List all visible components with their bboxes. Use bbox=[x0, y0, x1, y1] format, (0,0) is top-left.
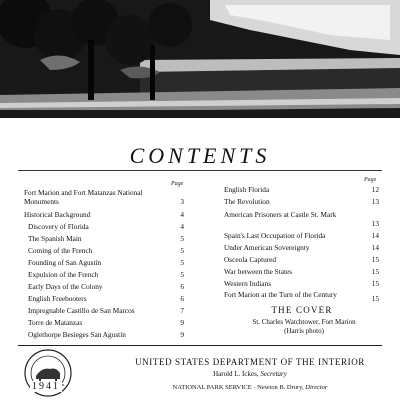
toc-entry[interactable]: Under American Sovereignty 14 bbox=[224, 243, 379, 252]
service-line: NATIONAL PARK SERVICE · Newton B. Drury, Director bbox=[172, 384, 328, 391]
toc-entry[interactable]: Fort Marion at the Turn of the Century 15 bbox=[224, 290, 379, 303]
cover-caption-block bbox=[215, 318, 393, 335]
toc-entry[interactable]: Osceola Captured 15 bbox=[224, 255, 379, 264]
toc-entry[interactable]: Early Days of the Colony 6 bbox=[28, 282, 184, 291]
page-header-right: Page bbox=[364, 177, 377, 183]
toc-entry[interactable]: Spain's Last Occupation of Florida 14 bbox=[224, 231, 379, 240]
title-divider bbox=[18, 170, 382, 171]
toc-entry[interactable]: The Revolution 13 bbox=[224, 197, 379, 206]
secretary-line bbox=[100, 370, 400, 378]
footer-divider bbox=[18, 345, 382, 346]
department-name: UNITED STATES DEPARTMENT OF THE INTERIOR bbox=[135, 357, 365, 367]
toc-entry[interactable]: Expulsion of the French 5 bbox=[28, 270, 184, 279]
toc-entry[interactable]: Founding of San Agustín 5 bbox=[28, 258, 184, 267]
cover-heading: THE COVER bbox=[271, 305, 333, 315]
cover-credit: (Harris photo) bbox=[284, 326, 324, 335]
toc-entry[interactable]: English Freebooters 6 bbox=[28, 294, 184, 303]
toc-entry[interactable]: Discovery of Florida 4 bbox=[28, 222, 184, 231]
toc-right-column bbox=[224, 185, 379, 305]
toc-entry[interactable]: American Prisoners at Castle St. Mark 13 bbox=[224, 210, 379, 228]
toc-entry[interactable]: The Spanish Main 5 bbox=[28, 234, 184, 243]
secretary-title: Secretary bbox=[260, 370, 287, 378]
fort-photo-image bbox=[0, 0, 400, 118]
toc-entry[interactable]: Oglethorpe Besieges San Agustín 9 bbox=[28, 330, 184, 339]
toc-entry[interactable]: Fort Marion and Fort Matanzas National Monuments 3 bbox=[24, 188, 184, 206]
toc-left-column bbox=[24, 188, 184, 338]
secretary-name: Harold L. Ickes, bbox=[213, 370, 259, 378]
publication-year: 1941 bbox=[32, 381, 60, 392]
toc-entry[interactable]: Impregnable Castillo de San Marcos 7 bbox=[28, 306, 184, 315]
toc-entry[interactable]: Historical Background 4 bbox=[24, 210, 184, 219]
service-name: NATIONAL PARK SERVICE bbox=[172, 384, 252, 391]
page-header-left: Page bbox=[171, 181, 184, 187]
toc-entry[interactable]: War between the States 15 bbox=[224, 267, 379, 276]
director-name: Newton B. Drury, bbox=[257, 384, 304, 391]
cover-photo bbox=[0, 0, 400, 118]
director-title: Director bbox=[305, 384, 328, 391]
cover-caption: St. Charles Watchtower, Fort Marion bbox=[252, 318, 356, 326]
toc-entry[interactable]: English Florida 12 bbox=[224, 185, 379, 194]
toc-entry[interactable]: Torre de Matanzas 9 bbox=[28, 318, 184, 327]
toc-entry[interactable]: Coming of the French 5 bbox=[28, 246, 184, 255]
contents-title: CONTENTS bbox=[129, 143, 271, 168]
toc-entry[interactable]: Western Indians 15 bbox=[224, 279, 379, 288]
